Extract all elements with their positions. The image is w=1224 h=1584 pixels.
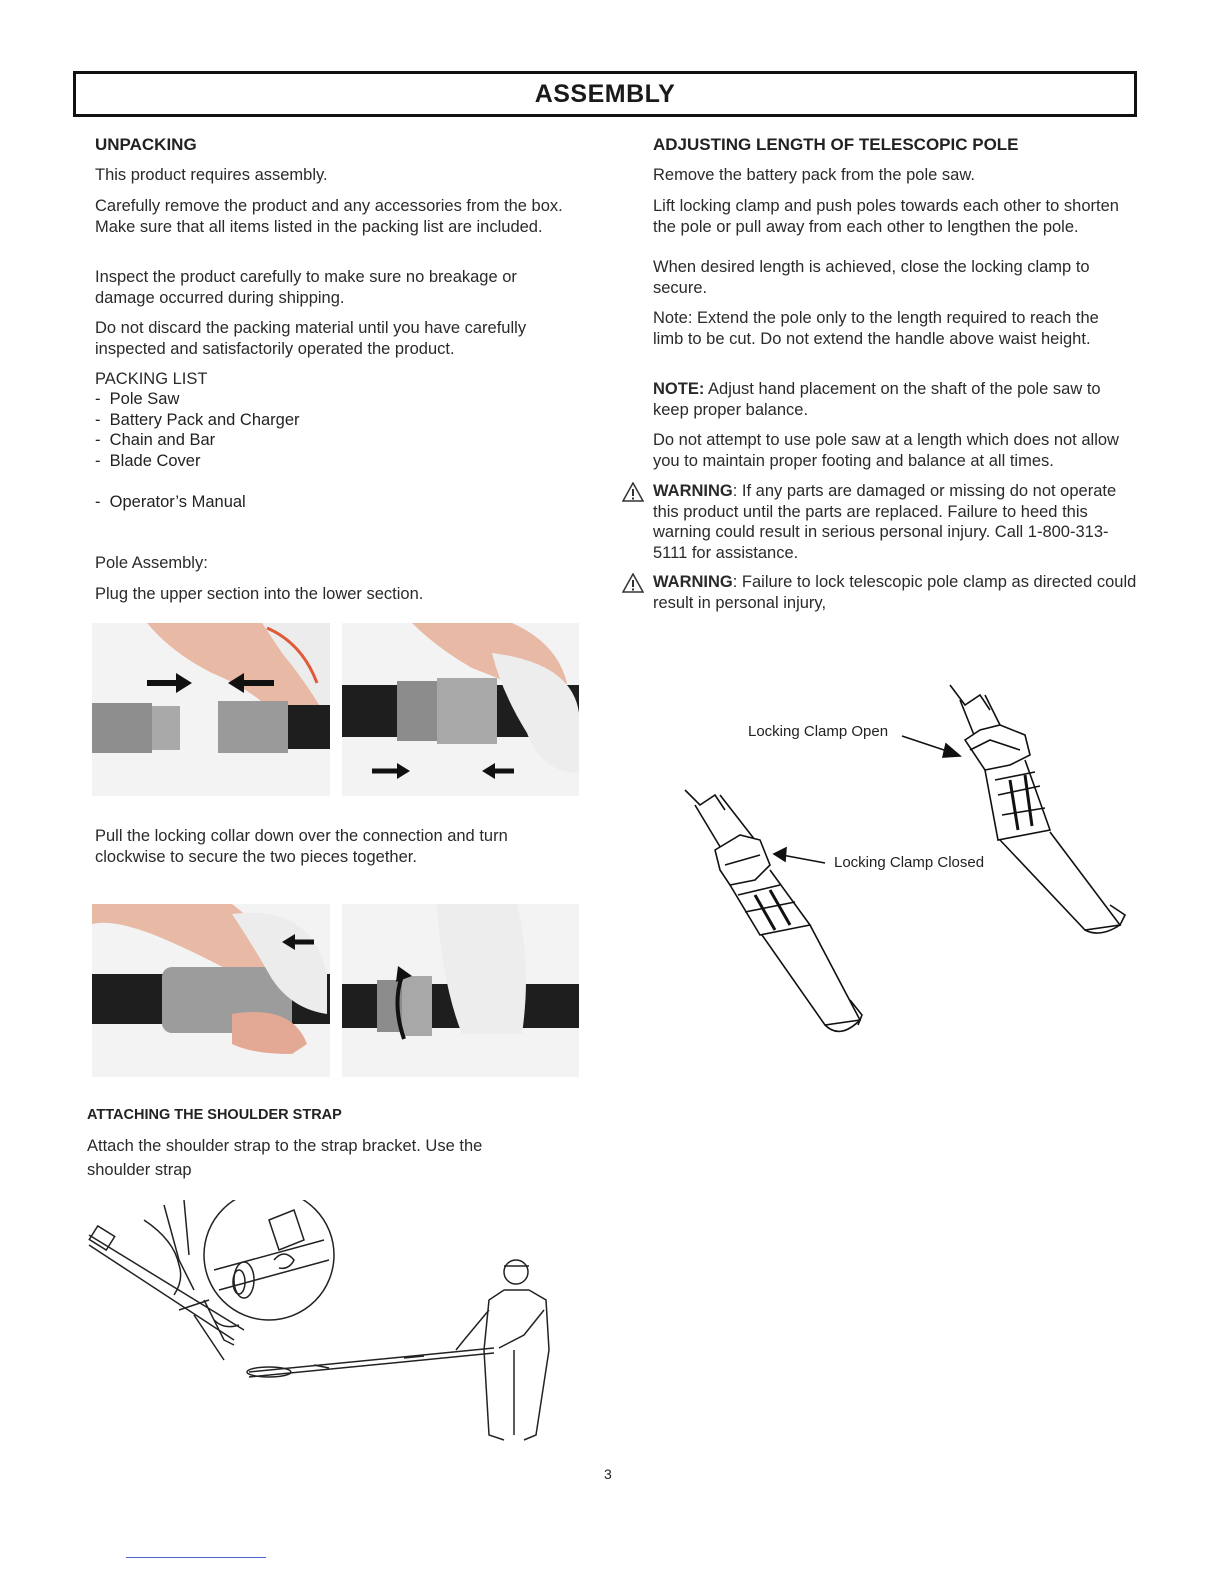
pole-assembly-step1: Plug the upper section into the lower section. — [95, 585, 424, 603]
photo-plug-sections-apart — [92, 623, 330, 796]
packing-list-title: PACKING LIST — [95, 370, 208, 388]
list-item: - Chain and Bar — [95, 430, 300, 451]
warning-icon — [622, 482, 644, 502]
list-item: - Operator’s Manual — [95, 492, 246, 513]
warning-1-text: : If any parts are damaged or missing do not operate this product until the parts are replaced. Failure to heed this warning could result in serious personal injury. Call 1-800-313-5111 for assistance. — [653, 482, 1117, 562]
warning-2-text: : Failure to lock telescopic pole clamp as directed could result in personal injury, — [653, 573, 1137, 612]
telescopic-p5: Do not attempt to use pole saw at a length which does not allow you to maintain proper footing and balance at all times. — [653, 431, 1119, 470]
warning-1-label: WARNING — [653, 482, 733, 500]
shoulder-strap-heading: ATTACHING THE SHOULDER STRAP — [87, 1107, 342, 1123]
list-item: - Pole Saw — [95, 389, 300, 410]
telescopic-p1: Remove the battery pack from the pole saw. — [653, 166, 975, 184]
telescopic-p2: Lift locking clamp and push poles towards each other to shorten the pole or pull away from each other to lengthen the pole. — [653, 197, 1119, 236]
label-locking-clamp-closed: Locking Clamp Closed — [834, 854, 985, 871]
label-locking-clamp-open: Locking Clamp Open — [748, 723, 889, 740]
pole-assembly-step2: Pull the locking collar down over the connection and turn clockwise to secure the two pieces together. — [95, 827, 508, 866]
section-banner — [73, 71, 1137, 117]
warning-2-label: WARNING — [653, 573, 733, 591]
warning-icon — [622, 573, 644, 593]
page-number: 3 — [604, 1466, 612, 1482]
shoulder-strap-illustration — [84, 1200, 554, 1450]
telescopic-p4: Note: Extend the pole only to the length required to reach the limb to be cut. Do not extend the handle above waist height. — [653, 309, 1099, 348]
unpacking-heading: UNPACKING — [95, 135, 197, 154]
warning-2 — [653, 572, 1138, 613]
shoulder-strap-text: Attach the shoulder strap to the strap bracket. Use the shoulder strap — [87, 1137, 483, 1179]
photo-plug-sections-joined — [342, 623, 579, 796]
packing-list — [95, 389, 300, 471]
telescopic-p3: When desired length is achieved, close the locking clamp to secure. — [653, 258, 1090, 297]
locking-clamp-diagram — [680, 680, 1140, 1050]
warning-1 — [653, 481, 1138, 563]
unpacking-p3: Inspect the product carefully to make sure no breakage or damage occurred during shipping. — [95, 268, 517, 307]
list-item: - Battery Pack and Charger — [95, 410, 300, 431]
telescopic-heading: ADJUSTING LENGTH OF TELESCOPIC POLE — [653, 135, 1019, 154]
list-item: - Blade Cover — [95, 451, 300, 472]
unpacking-p2: Carefully remove the product and any accessories from the box. Make sure that all items listed in the packing list are included. — [95, 197, 563, 236]
page-title: ASSEMBLY — [534, 79, 676, 108]
pole-assembly-title: Pole Assembly: — [95, 554, 208, 572]
unpacking-p1: This product requires assembly. — [95, 166, 328, 184]
packing-list-manual — [95, 492, 246, 513]
note-text: Adjust hand placement on the shaft of the pole saw to keep proper balance. — [653, 380, 1101, 419]
telescopic-note — [653, 379, 1133, 420]
footer-link-underline — [126, 1557, 266, 1558]
note-label: NOTE: — [653, 380, 705, 398]
unpacking-p4: Do not discard the packing material until you have carefully inspected and satisfactorily operated the product. — [95, 319, 527, 358]
photo-pull-collar — [92, 904, 330, 1077]
photo-turn-collar — [342, 904, 579, 1077]
